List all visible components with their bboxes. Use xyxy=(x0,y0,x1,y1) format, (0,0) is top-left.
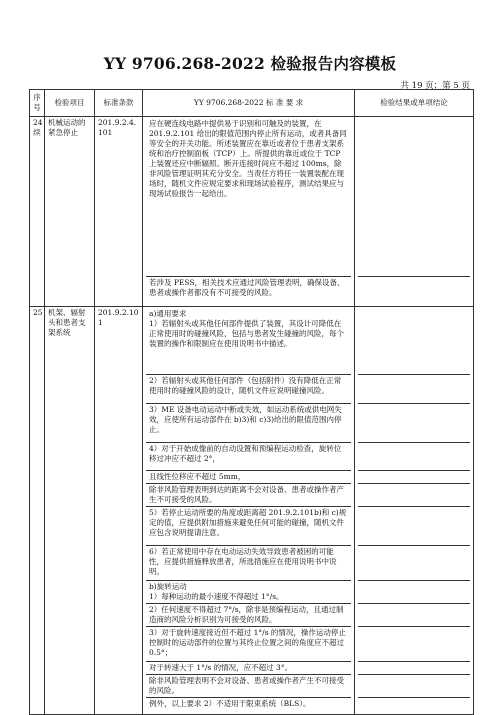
document-title: YY 9706.268-2022 检验报告内容模板 xyxy=(103,54,397,73)
requirement-text: 除非风险管理表明到达的距离不会对设备、患者或操作者产生不可接受的风险。 xyxy=(146,484,351,507)
result-cell[interactable] xyxy=(358,698,470,713)
result-cell[interactable] xyxy=(358,277,470,305)
result-cell[interactable] xyxy=(358,443,470,471)
requirement-text: 若涉及 PESS，相关技术应通过风险管理表明，确保设备、患者或操作者都没有不可接受的风险。 xyxy=(149,277,345,297)
requirement-text: 5）若停止运动所要的角度或距离超 201.9.2.101b)和 c)规定的值，应提供附加措施来避免任何可能的碰撞，随机文件应包含说明提请注意。 xyxy=(146,507,351,546)
header-clause: 标准条款 xyxy=(95,90,143,117)
row-item: 机架、辐射头和患者支架系统 xyxy=(45,306,95,714)
row-seq: 25 xyxy=(30,306,45,714)
row-seq: 24 续 xyxy=(30,116,45,306)
header-requirement: YY 9706.268-2022 标 准 要 求 xyxy=(143,90,355,117)
result-cell[interactable] xyxy=(358,484,470,507)
table-row xyxy=(30,306,474,714)
row-clause: 201.9.2.101 xyxy=(95,306,143,714)
inspection-table xyxy=(29,89,474,715)
result-cell[interactable] xyxy=(358,546,470,581)
page-info: 共 19 页；第 5 页 xyxy=(400,81,470,91)
requirement-text: 3）ME 设备电动运动中断或失效，如运动系统或供电网失效，应使所有运动部件在 b)3)和 c)3)给出的限值范围内停止。 xyxy=(146,404,351,443)
result-cell[interactable] xyxy=(358,662,470,675)
requirement-text: 2）若辐射头或其他任何部件（包括附件）没有降低在正常使用时的碰撞风险的设计，随机文件应说明碰撞风险。 xyxy=(146,375,351,404)
header-result: 检验结果或单项结论 xyxy=(355,90,474,117)
header-seq: 序号 xyxy=(30,90,45,117)
row-results xyxy=(355,306,474,714)
result-cell[interactable] xyxy=(358,308,470,375)
result-cell[interactable] xyxy=(358,581,470,604)
requirement-text: 6）若正常使用中存在电动运动失效导致患者被困的可能性，应提供措施释放患者，所选措施应在使用说明书中说明。 xyxy=(146,546,351,581)
requirement-text: b)旋转运动 1）每种运动的最小速度不得超过 1°/s。 xyxy=(146,581,351,604)
result-cell[interactable] xyxy=(358,675,470,698)
requirement-text: 4）对于开始成像前的自动设置和预编程运动检查，旋转位移过冲应不超过 2°， xyxy=(146,443,351,471)
header-item: 检验项目 xyxy=(45,90,95,117)
row-results xyxy=(355,116,474,306)
result-cell[interactable] xyxy=(358,507,470,546)
requirement-text: 3）对于旋转速度接近但不超过 1°/s 的情况，操作运动停止控制时的运动部件的位置与其终止位置之间的角度应不超过 0.5°； xyxy=(146,627,351,662)
requirement-text: 例外，以上要求 2）不适用于限束系统（BLS）。 xyxy=(149,698,311,708)
result-cell[interactable] xyxy=(358,118,470,277)
row-requirements xyxy=(143,306,355,714)
requirement-text: 对于转速大于 1°/s 的情况，应不超过 3°。 xyxy=(146,662,351,675)
requirement-text: a)通用要求 1）若辐射头或其他任何部件提供了装置，其设计可降低在正常使用时的碰撞风险，包括与患者发生碰撞的风险，每个装置的操作和限制应在使用说明书中描述。 xyxy=(146,308,351,375)
table-row xyxy=(30,116,474,306)
result-cell[interactable] xyxy=(358,627,470,662)
requirement-text: 且线性位移应不超过 5mm， xyxy=(146,471,351,484)
row-requirements xyxy=(143,116,355,306)
result-cell[interactable] xyxy=(358,375,470,404)
requirement-text: 2）任何速度不得超过 7°/s，除非是预编程运动，且通过制造商的风险分析识别为可接受的风险。 xyxy=(146,604,351,627)
result-cell[interactable] xyxy=(358,471,470,484)
row-item: 机械运动的紧急停止 xyxy=(45,116,95,306)
requirement-text: 除非风险管理表明不会对设备、患者或操作者产生不可接受的风险。 xyxy=(146,675,351,698)
result-cell[interactable] xyxy=(358,604,470,627)
requirement-text: 应在硬连线电路中提供易于识别和可触及的装置，在 201.9.2.101 给出的限值范围内停止所有运动，或者具备同等安全的开关功能。所述装置应在靠近或者位于患者支架系统和治疗控制面板（TCP）上。所提供的靠近或位于 TCP 上装置还应中断辐照。断开连接时间应不超过 100ms，除非风险管理证明其充分安全。当责任方将任一装置装配在现场时，随机文件应规定要求和现场试验程序，测试结果应与现场试验报告一起给出。 xyxy=(146,118,351,277)
table-header-row xyxy=(30,90,474,117)
result-cell[interactable] xyxy=(358,404,470,443)
row-clause: 201.9.2.4.101 xyxy=(95,116,143,306)
